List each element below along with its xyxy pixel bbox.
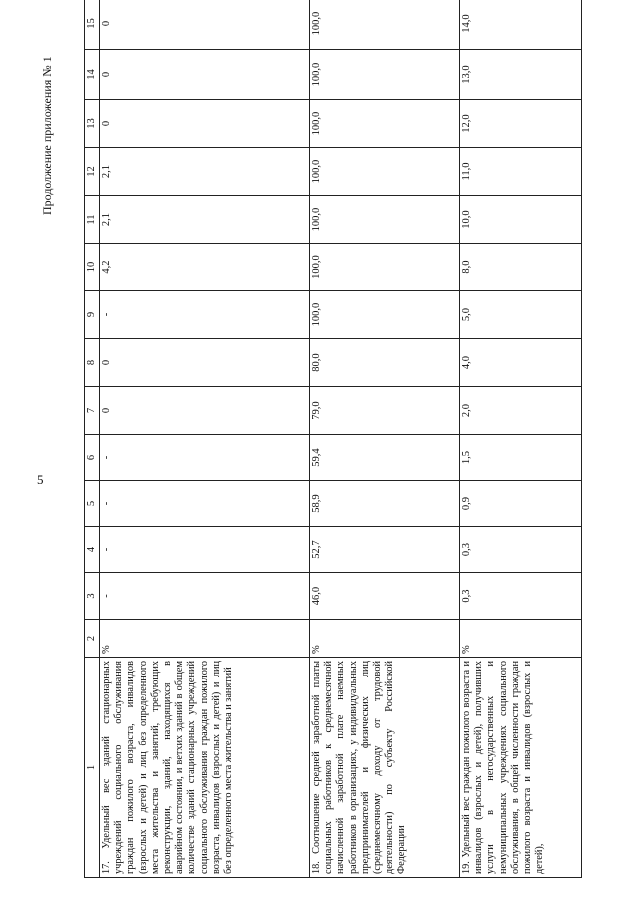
value-cell: 13,0 bbox=[460, 50, 582, 100]
value-cell: 0 bbox=[100, 339, 310, 387]
column-number: 10 bbox=[85, 244, 100, 291]
value-cell: 5,0 bbox=[460, 291, 582, 339]
indicator-name: 18. Соотношение средней заработной платы социальных работников к среднемесячной начисленной заработной плате наемных работников в организациях, у индивидуальных предпринимателей и физических лиц (среднемесячному доходу от трудовой деятельности) по субъекту Российской Федерации bbox=[310, 658, 460, 878]
value-cell: 0 bbox=[100, 0, 310, 50]
value-cell: 8,0 bbox=[460, 244, 582, 291]
value-cell: 100,0 bbox=[310, 50, 460, 100]
value-cell: 0,3 bbox=[460, 527, 582, 573]
column-number: 7 bbox=[85, 387, 100, 435]
indicator-unit: % bbox=[460, 620, 582, 658]
table-row bbox=[100, 0, 310, 878]
indicators-table bbox=[84, 0, 582, 878]
column-number: 13 bbox=[85, 100, 100, 148]
value-cell: - bbox=[100, 527, 310, 573]
value-cell: 52,7 bbox=[310, 527, 460, 573]
indicator-name: 17. Удельный вес зданий стационарных учреждений социального обслуживания граждан пожилого возраста, инвалидов (взрослых и детей) и лиц без определенного места жительства и занятий, требующих реконструкции, зданий, находящихся в аварийном состоянии, и ветхих зданий в общем количестве зданий стационарных учреждений социального обслуживания граждан пожилого возраста, инвалидов (взрослых и детей) и лиц без определенного места жительства и занятий bbox=[100, 658, 310, 878]
value-cell: - bbox=[100, 573, 310, 620]
value-cell: - bbox=[100, 291, 310, 339]
appendix-continuation-note: Продолжение приложения № 1 bbox=[40, 56, 54, 215]
value-cell: 80,0 bbox=[310, 339, 460, 387]
value-cell: 79,0 bbox=[310, 387, 460, 435]
indicator-unit: % bbox=[100, 620, 310, 658]
value-cell: 10,0 bbox=[460, 196, 582, 244]
value-cell: 100,0 bbox=[310, 291, 460, 339]
column-number: 3 bbox=[85, 573, 100, 620]
value-cell: 59,4 bbox=[310, 435, 460, 481]
value-cell: 4,0 bbox=[460, 339, 582, 387]
column-number: 14 bbox=[85, 50, 100, 100]
value-cell: 100,0 bbox=[310, 148, 460, 196]
rotated-table bbox=[84, 11, 580, 878]
value-cell: 12,0 bbox=[460, 100, 582, 148]
value-cell: 2,1 bbox=[100, 196, 310, 244]
column-number: 12 bbox=[85, 148, 100, 196]
table-row bbox=[460, 0, 582, 878]
table-frame bbox=[84, 11, 580, 878]
column-number: 2 bbox=[85, 620, 100, 658]
column-number: 9 bbox=[85, 291, 100, 339]
value-cell: 0 bbox=[100, 387, 310, 435]
indicator-name: 19. Удельный вес граждан пожилого возраста и инвалидов (взрослых и детей), получивших услуги в негосударственных и немуниципальных учреждениях социального обслуживания, в общей численности граждан пожилого возраста и инвалидов (взрослых и детей), bbox=[460, 658, 582, 878]
value-cell: 100,0 bbox=[310, 0, 460, 50]
column-number-row bbox=[85, 0, 100, 878]
value-cell: 100,0 bbox=[310, 244, 460, 291]
value-cell: 46,0 bbox=[310, 573, 460, 620]
value-cell: 0 bbox=[100, 100, 310, 148]
value-cell: 0 bbox=[100, 50, 310, 100]
value-cell: 0,9 bbox=[460, 481, 582, 527]
value-cell: 58,9 bbox=[310, 481, 460, 527]
value-cell: 4,2 bbox=[100, 244, 310, 291]
column-number: 4 bbox=[85, 527, 100, 573]
value-cell: 11,0 bbox=[460, 148, 582, 196]
column-number: 5 bbox=[85, 481, 100, 527]
value-cell: - bbox=[100, 481, 310, 527]
column-number: 6 bbox=[85, 435, 100, 481]
value-cell: 100,0 bbox=[310, 100, 460, 148]
value-cell: 14,0 bbox=[460, 0, 582, 50]
indicator-unit: % bbox=[310, 620, 460, 658]
column-number: 15 bbox=[85, 0, 100, 50]
column-number: 8 bbox=[85, 339, 100, 387]
value-cell: 2,0 bbox=[460, 387, 582, 435]
column-number: 1 bbox=[85, 658, 100, 878]
table-row bbox=[310, 0, 460, 878]
value-cell: 2,1 bbox=[100, 148, 310, 196]
value-cell: 100,0 bbox=[310, 196, 460, 244]
column-number: 11 bbox=[85, 196, 100, 244]
value-cell: 1,5 bbox=[460, 435, 582, 481]
page-number: 5 bbox=[37, 472, 44, 487]
value-cell: 0,3 bbox=[460, 573, 582, 620]
value-cell: - bbox=[100, 435, 310, 481]
